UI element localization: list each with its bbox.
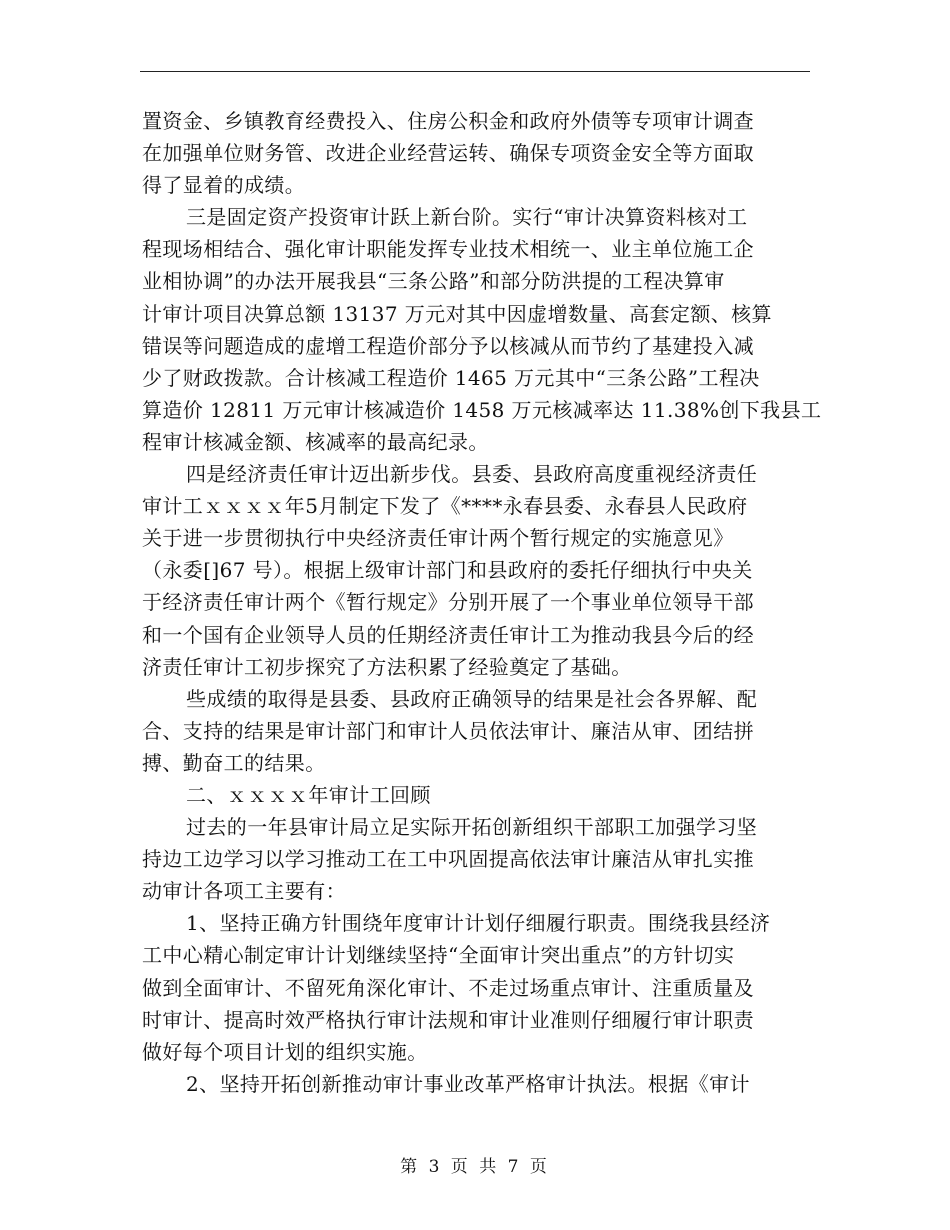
paragraph-start: 四是经济责任审计迈出新步伐。县委、县政府高度重视经济责任 [186,462,758,487]
text-line: 持边工边学习以学习推动工在工中巩固提高依法审计廉洁从审扎实推 [142,847,754,872]
text-line: 程现场相结合、强化审计职能发挥专业技术相统一、业主单位施工企 [142,237,754,262]
text-line: 得了显着的成绩。 [142,173,306,198]
paragraph-start: 2、坚持开拓创新推动审计事业改革严格审计执法。根据《审计 [186,1071,750,1096]
text-line: 做好每个项目计划的组织实施。 [142,1039,428,1064]
text-line: 在加强单位财务管、改进企业经营运转、确保专项资金安全等方面取 [142,141,754,166]
text-line: 于经济责任审计两个《暂行规定》分别开展了一个事业单位领导干部 [142,590,754,615]
text-line: 动审计各项工主要有： [142,879,346,904]
text-line: 和一个国有企业领导人员的任期经济责任审计工为推动我县今后的经 [142,622,754,647]
text-line: 做到全面审计、不留死角深化审计、不走过场重点审计、注重质量及 [142,975,754,1000]
document-body [142,105,822,1100]
paragraph-start: 1、坚持正确方针围绕年度审计计划仔细履行职责。围绕我县经济 [186,911,771,936]
text-line: （永委[]67 号）。根据上级审计部门和县政府的委托仔细执行中央关 [142,558,753,583]
text-line: 时审计、提高时效严格执行审计法规和审计业准则仔细履行审计职责 [142,1007,754,1032]
text-line: 业相协调”的办法开展我县“三条公路”和部分防洪提的工程决算审 [142,269,725,294]
text-line: 工中心精心制定审计计划继续坚持“全面审计突出重点”的方针切实 [142,943,735,968]
text-line: 审计工ｘｘｘｘ年5月制定下发了《****永春县委、永春县人民政府 [142,494,748,519]
text-line: 算造价 12811 万元审计核减造价 1458 万元核减率达 11.38%创下我县工 [142,397,822,422]
text-line: 少了财政拨款。合计核减工程造价 1465 万元其中“三条公路”工程决 [142,365,760,390]
text-line: 置资金、乡镇教育经费投入、住房公积金和政府外债等专项审计调查 [142,109,754,133]
text-line: 合、支持的结果是审计部门和审计人员依法审计、廉洁从审、团结拼 [142,718,754,743]
paragraph-start: 过去的一年县审计局立足实际开拓创新组织干部职工加强学习坚 [186,815,758,840]
text-line: 关于进一步贯彻执行中央经济责任审计两个暂行规定的实施意见》 [142,526,734,551]
text-line: 济责任审计工初步探究了方法积累了经验奠定了基础。 [142,654,632,679]
header-rule [140,71,810,72]
text-line: 错误等问题造成的虚增工程造价部分予以核减从而节约了基建投入减 [142,333,754,358]
paragraph-start: 三是固定资产投资审计跃上新台阶。实行“审计决算资料核对工 [186,205,748,230]
section-heading: 二、ｘｘｘｘ年审计工回顾 [186,782,431,807]
text-line: 计审计项目决算总额 13137 万元对其中因虚增数量、高套定额、核算 [142,301,772,326]
paragraph-start: 些成绩的取得是县委、县政府正确领导的结果是社会各界解、配 [186,686,758,711]
text-line: 程审计核减金额、核减率的最高纪录。 [142,429,489,454]
text-line: 搏、勤奋工的结果。 [142,750,326,775]
page-number: 第 3 页 共 7 页 [400,1157,550,1177]
